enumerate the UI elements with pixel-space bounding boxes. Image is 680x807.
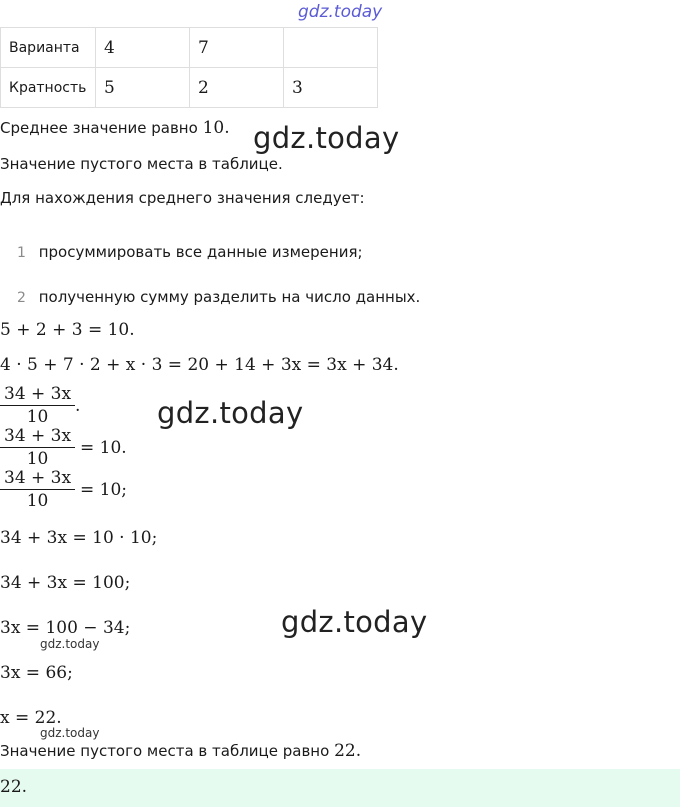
fraction-denominator: 10	[26, 491, 49, 511]
step-item	[17, 288, 420, 306]
conclusion-text	[0, 741, 361, 761]
step-text: полученную сумму разделить на число данных.	[38, 288, 421, 306]
fraction-denominator: 10	[26, 407, 49, 427]
fraction	[0, 467, 75, 512]
table-cell-label: Варианта	[1, 28, 96, 68]
mean-value: 10.	[202, 118, 230, 138]
watermark: gdz.today	[157, 396, 304, 430]
conclusion-prefix: Значение пустого места в таблице равно	[0, 742, 330, 760]
step-number: 1	[17, 245, 26, 261]
fraction-tail: = 10;	[80, 480, 128, 500]
step-item	[17, 243, 363, 261]
answer-bar	[0, 769, 680, 807]
mean-statement	[0, 118, 230, 138]
answer-value: 22.	[0, 777, 28, 797]
step-number: 2	[17, 290, 26, 306]
table-row	[1, 28, 378, 68]
fraction-denominator: 10	[26, 449, 49, 469]
step-text: просуммировать все данные измерения;	[38, 243, 363, 261]
equation: 34 + 3x = 10 · 10;	[0, 528, 158, 548]
mean-prefix: Среднее значение равно	[0, 119, 198, 137]
conclusion-value: 22.	[334, 741, 362, 761]
table-cell: 5	[96, 68, 190, 108]
equation: 3x = 66;	[0, 663, 73, 683]
watermark: gdz.today	[253, 121, 400, 155]
table-row	[1, 68, 378, 108]
watermark-small: gdz.today	[40, 637, 100, 651]
table-cell-label: Кратность	[1, 68, 96, 108]
table-cell: 2	[190, 68, 284, 108]
equation-weighted-sum: 4 · 5 + 7 · 2 + x · 3 = 20 + 14 + 3x = 3x + 34.	[0, 355, 399, 375]
fraction	[0, 425, 75, 470]
find-missing-text: Значение пустого места в таблице.	[0, 155, 283, 173]
watermark: gdz.today	[281, 605, 428, 639]
fraction-numerator: 34 + 3x	[0, 425, 75, 448]
fraction	[0, 383, 75, 428]
table-cell: 7	[190, 28, 284, 68]
table-cell: 3	[284, 68, 378, 108]
watermark-top: gdz.today	[298, 2, 383, 22]
equation: 34 + 3x = 100;	[0, 573, 131, 593]
table-cell-empty	[284, 28, 378, 68]
fraction-tail: = 10.	[80, 438, 127, 458]
equation: 3x = 100 − 34;	[0, 618, 131, 638]
method-intro-text: Для нахождения среднего значения следует:	[0, 189, 365, 207]
equation-result: x = 22.	[0, 708, 62, 728]
fraction-numerator: 34 + 3x	[0, 383, 75, 406]
fraction-tail: .	[75, 396, 81, 416]
frequency-table	[0, 27, 378, 108]
fraction-numerator: 34 + 3x	[0, 467, 75, 490]
equation-sum: 5 + 2 + 3 = 10.	[0, 320, 135, 340]
table-cell: 4	[96, 28, 190, 68]
watermark-small: gdz.today	[40, 726, 100, 740]
